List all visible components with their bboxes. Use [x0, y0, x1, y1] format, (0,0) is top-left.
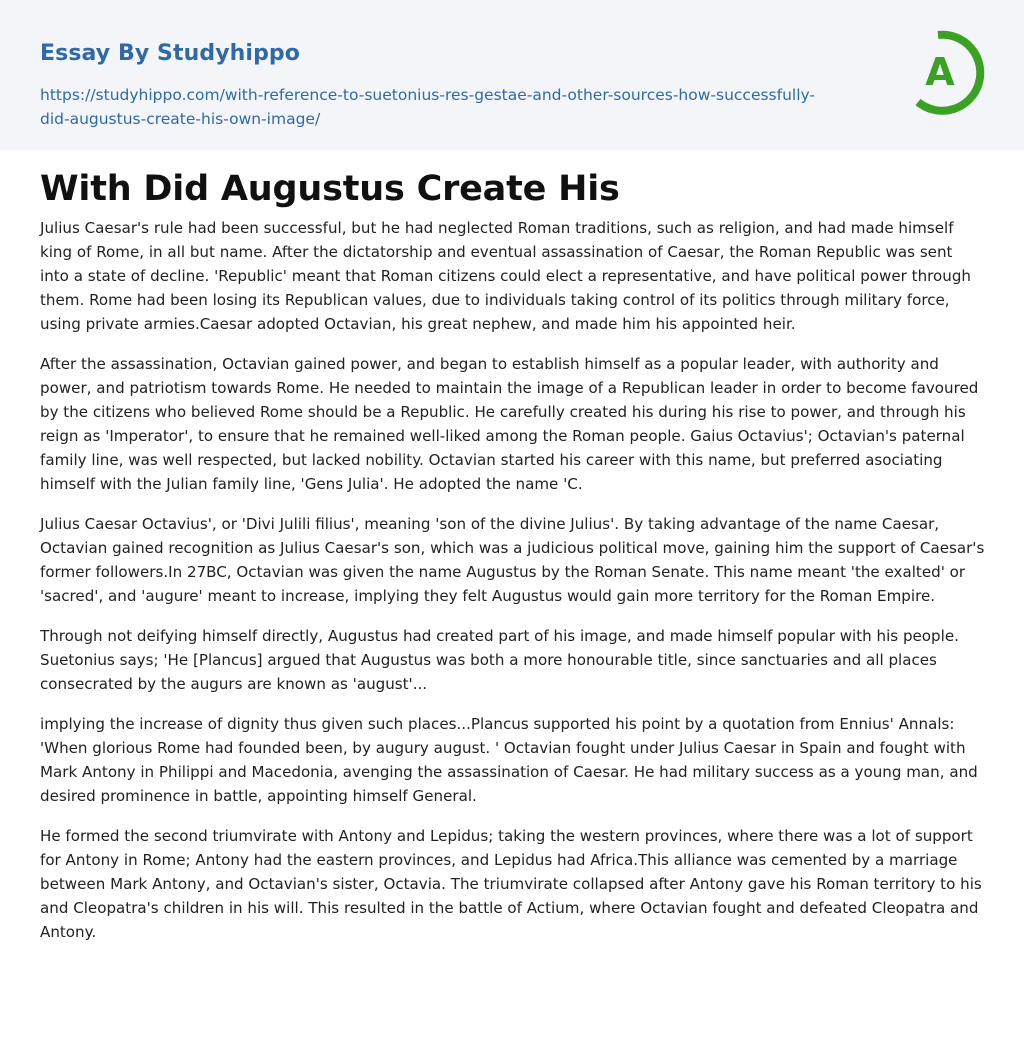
article-paragraph: Julius Caesar's rule had been successful, but he had neglected Roman traditions, such as religion, and had made himself king of Rome, in all but name. After the dictatorship and eventual assassination of Caesar, the Roman Republic was sent into a state of decline. 'Republic' meant that Roman citizens could elect a representative, and have political power through them. Rome had been losing its Republican values, due to individuals taking control of its politics through military force, using private armies.Caesar adopted Octavian, his great nephew, and made him his appointed heir.	[40, 219, 971, 333]
article-paragraph: He formed the second triumvirate with Antony and Lepidus; taking the western provinces, where there was a lot of support for Antony in Rome; Antony had the eastern provinces, and Lepidus had Africa.This alliance was cemented by a marriage between Mark Antony, and Octavian's sister, Octavia. The triumvirate collapsed after Antony gave his Roman territory to his and Cleopatra's children in his will. This resulted in the battle of Actium, where Octavian fought and defeated Cleopatra and Antony.	[40, 827, 982, 941]
logo-letter: A	[925, 50, 955, 94]
studyhippo-logo-icon[interactable]	[910, 27, 990, 117]
article-paragraph: Julius Caesar Octavius', or 'Divi Julili filius', meaning 'son of the divine Julius'. By taking advantage of the name Caesar, Octavian gained recognition as Julius Caesar's son, which was a judicious political move, gaining him the support of Caesar's former followers.In 27BC, Octavian was given the name Augustus by the Roman Senate. This name meant 'the exalted' or 'sacred', and 'augure' meant to increase, implying they felt Augustus would gain more territory for the Roman Empire.	[40, 515, 985, 605]
article	[40, 166, 986, 960]
article-paragraph: After the assassination, Octavian gained power, and began to establish himself as a popular leader, with authority and power, and patriotism towards Rome. He needed to maintain the image of a Republican leader in order to become favoured by the citizens who believed Rome should be a Republic. He carefully created his during his rise to power, and through his reign as 'Imperator', to ensure that he remained well-liked among the Roman people. Gaius Octavius'; Octavian's paternal family line, was well respected, but lacked nobility. Octavian started his career with this name, but preferred asociating himself with the Julian family line, 'Gens Julia'. He adopted the name 'C.	[40, 355, 979, 493]
article-paragraph: implying the increase of dignity thus given such places...Plancus supported his point by a quotation from Ennius' Annals: 'When glorious Rome had founded been, by augury august. ' Octavian fought under Julius Caesar in Spain and fought with Mark Antony in Philippi and Macedonia, avenging the assassination of Caesar. He had military success as a young man, and desired prominence in battle, appointing himself General.	[40, 715, 978, 805]
article-title: With Did Augustus Create His	[40, 169, 620, 209]
article-paragraph: Through not deifying himself directly, Augustus had created part of his image, and made himself popular with his people. Suetonius says; 'He [Plancus] argued that Augustus was both a more honourable title, since sanctuaries and all places consecrated by the augurs are known as 'august'...	[40, 627, 959, 693]
source-url-link[interactable]: https://studyhippo.com/with-reference-to-suetonius-res-gestae-and-other-sources-how-successfully-did-augustus-create-his-own-image/	[40, 86, 816, 128]
page-header	[0, 0, 1024, 150]
brand-title[interactable]: Essay By Studyhippo	[40, 41, 300, 66]
